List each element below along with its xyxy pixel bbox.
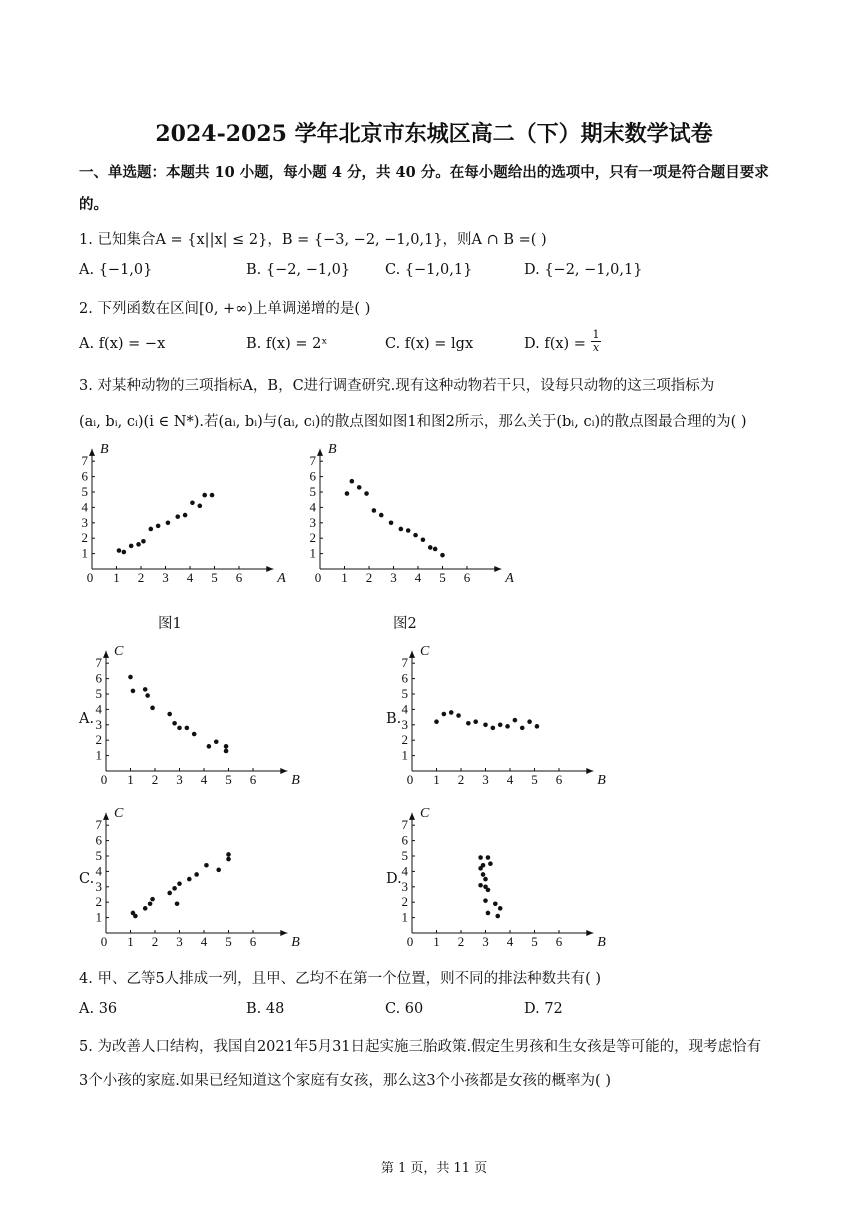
y-tick-label: 2 [401,894,408,910]
fraction-denominator: x [592,341,600,354]
x-tick-label: 4 [200,772,208,787]
data-point [167,712,172,717]
y-tick-label: 1 [81,545,88,561]
section-heading-line2: 的。 [79,196,108,213]
data-point [357,485,362,490]
page-footer: 第 1 页，共 11 页 [380,1161,488,1176]
data-point [175,901,180,906]
y-axis-arrow [103,813,109,820]
scatter-option-c [92,805,300,956]
x-tick-label: 3 [176,934,183,949]
x-tick-label: 1 [341,570,348,585]
data-point [198,504,203,509]
question-5-line2: 3个小孩的家庭.如果已经知道这个家庭有女孩，那么这3个小孩都是女孩的概率为( ) [79,1073,611,1089]
x-tick-label: 5 [225,934,232,949]
y-axis-label: B [328,441,337,457]
data-point [379,513,384,518]
scatter-option-b [398,644,608,794]
data-point [136,542,141,547]
data-point [216,868,221,873]
y-axis-label: C [114,805,124,821]
data-point [204,863,209,868]
data-point [141,539,146,544]
y-tick-label: 2 [401,732,408,748]
data-point [433,547,438,552]
data-point [535,724,540,729]
x-tick-label: 4 [414,570,422,585]
data-point [520,726,525,731]
data-point [167,891,172,896]
data-point [483,723,488,728]
x-tick-label: 0 [86,570,94,585]
y-tick-label: 6 [309,468,316,484]
x-axis-label: B [597,935,606,950]
y-tick-label: 7 [401,817,408,833]
data-point [493,901,498,906]
data-point [486,888,491,893]
data-point [210,493,215,498]
data-point [192,732,197,737]
x-tick-label: 5 [439,570,446,585]
x-axis-arrow [280,930,287,936]
question-2-stem: 2. 下列函数在区间[0, +∞)上单调递增的是( ) [79,301,371,317]
y-axis-arrow [317,449,323,456]
data-point [150,706,155,711]
data-point [143,687,148,692]
x-tick-label: 2 [151,934,159,949]
data-point [143,906,148,911]
x-tick-label: 3 [390,570,397,585]
data-point [156,524,161,529]
data-point [175,514,180,519]
y-axis-label: C [114,643,124,659]
x-axis-label: B [291,773,300,788]
question-2-option-b: B. f(x) = 2ˣ [246,336,328,352]
x-tick-label: 0 [406,772,414,787]
x-tick-label: 6 [555,772,563,787]
scatter-figure-2 [306,442,516,592]
data-point [389,521,394,526]
x-tick-label: 4 [186,570,194,585]
x-axis-arrow [266,566,273,572]
data-point [498,906,503,911]
data-point [150,897,155,902]
data-point [498,723,503,728]
x-tick-label: 0 [406,934,414,949]
x-tick-label: 1 [113,570,120,585]
scatter-option-a [92,643,300,794]
x-axis-label: A [277,571,286,586]
x-tick-label: 3 [482,772,489,787]
y-tick-label: 5 [309,484,316,499]
question-3-line1: 3. 对某种动物的三项指标A，B，C进行调查研究.现有这种动物若干只，设每只动物的这三项指标为 [79,378,715,394]
question-2-option-d-fraction [591,329,601,354]
data-point [486,911,491,916]
data-point [166,521,171,526]
y-tick-label: 1 [95,747,102,763]
y-tick-label: 1 [401,747,408,763]
data-point [131,689,136,694]
data-point [207,744,212,749]
y-tick-label: 1 [95,909,102,925]
y-tick-label: 6 [401,670,408,686]
y-tick-label: 1 [309,545,316,561]
data-point [434,719,439,724]
data-point [122,550,127,555]
data-point [478,883,483,888]
option-c-label: C. [79,871,95,887]
x-tick-label: 2 [457,772,465,787]
x-axis-arrow [280,768,287,774]
x-tick-label: 0 [100,772,108,787]
figure-1-caption: 图1 [158,616,182,632]
data-point [372,508,377,513]
option-a-label: A. [79,711,95,727]
y-tick-label: 2 [95,732,102,748]
data-point [483,898,488,903]
data-point [364,491,369,496]
data-point [486,855,491,860]
data-point [505,724,510,729]
x-tick-label: 1 [127,934,134,949]
y-tick-label: 3 [81,514,88,530]
data-point [478,866,483,871]
data-point [481,872,486,877]
y-tick-label: 3 [401,716,408,732]
data-point [133,914,138,919]
data-point [488,861,493,866]
data-point [495,914,500,919]
data-point [527,719,532,724]
x-axis-label: B [597,773,606,788]
x-tick-label: 6 [463,570,471,585]
y-axis-arrow [409,651,415,658]
y-tick-label: 5 [401,848,408,863]
y-tick-label: 5 [401,686,408,701]
data-point [190,500,195,505]
y-tick-label: 4 [81,499,88,515]
data-point [513,718,518,723]
x-axis-arrow [586,930,593,936]
y-tick-label: 3 [95,716,102,732]
question-4-option-c: C. 60 [385,1001,424,1017]
data-point [183,513,188,518]
y-tick-label: 4 [401,701,408,717]
x-tick-label: 6 [249,772,257,787]
data-point [442,712,447,717]
x-tick-label: 1 [127,772,134,787]
y-tick-label: 7 [401,655,408,671]
y-tick-label: 7 [95,817,102,833]
data-point [224,749,229,754]
data-point [478,855,483,860]
data-point [428,545,433,550]
x-tick-label: 2 [151,772,159,787]
x-tick-label: 0 [314,570,322,585]
x-tick-label: 3 [176,772,183,787]
y-axis-arrow [89,449,95,456]
x-tick-label: 5 [211,570,218,585]
y-tick-label: 4 [401,863,408,879]
x-tick-label: 2 [457,934,465,949]
y-tick-label: 4 [95,863,102,879]
x-tick-label: 1 [433,772,440,787]
x-tick-label: 4 [200,934,208,949]
x-tick-label: 5 [225,772,232,787]
x-axis-arrow [586,768,593,774]
y-axis-label: C [420,643,430,659]
option-d-label: D. [386,871,402,887]
question-2-option-c: C. f(x) = lgx [385,336,474,352]
y-tick-label: 4 [309,499,316,515]
y-tick-label: 2 [309,530,316,546]
x-tick-label: 5 [531,934,538,949]
y-tick-label: 6 [95,670,102,686]
y-tick-label: 7 [309,453,316,469]
question-4-option-b: B. 48 [246,1001,285,1017]
data-point [145,693,150,698]
data-point [149,527,154,532]
y-tick-label: 6 [81,468,88,484]
x-axis-arrow [494,566,501,572]
y-tick-label: 2 [95,894,102,910]
data-point [224,744,229,749]
data-point [129,544,134,549]
data-point [466,721,471,726]
x-tick-label: 6 [235,570,243,585]
data-point [491,726,496,731]
data-point [148,901,153,906]
y-tick-label: 6 [401,832,408,848]
data-point [177,726,182,731]
data-point [350,479,355,484]
data-point [406,528,411,533]
y-tick-label: 3 [95,878,102,894]
data-point [177,881,182,886]
question-4-option-d: D. 72 [524,1001,563,1017]
y-tick-label: 4 [95,701,102,717]
question-1-option-b: B. {−2, −1,0} [246,262,351,278]
x-tick-label: 6 [555,934,563,949]
scatter-option-d [398,806,608,956]
data-point [449,710,454,715]
data-point [214,739,219,744]
data-point [202,493,207,498]
y-tick-label: 3 [401,878,408,894]
x-tick-label: 2 [365,570,373,585]
data-point [473,719,478,724]
x-tick-label: 3 [482,934,489,949]
y-axis-arrow [103,651,109,658]
data-point [399,527,404,532]
data-point [172,721,177,726]
question-2-option-a: A. f(x) = −x [79,336,166,352]
question-1-option-a: A. {−1,0} [79,262,153,278]
x-tick-label: 4 [506,934,514,949]
x-tick-label: 5 [531,772,538,787]
x-tick-label: 3 [162,570,169,585]
question-1-stem: 1. 已知集合A = {x||x| ≤ 2}，B = {−3, −2, −1,0,1}，则A ∩ B =( ) [79,232,547,248]
question-5-line1: 5. 为改善人口结构，我国自2021年5月31日起实施三胎政策.假定生男孩和生女孩是等可能的，现考虑恰有 [79,1039,762,1055]
x-axis-label: B [291,935,300,950]
y-axis-arrow [409,813,415,820]
data-point [226,852,231,857]
figure-2-caption: 图2 [393,616,417,632]
question-2-option-d: D. f(x) = [524,336,586,352]
y-tick-label: 5 [95,686,102,701]
data-point [483,877,488,882]
question-4-stem: 4. 甲、乙等5人排成一列，且甲、乙均不在第一个位置，则不同的排法种数共有( ) [79,971,602,987]
data-point [185,726,190,731]
question-3-line2: (aᵢ, bᵢ, cᵢ)(i ∈ N*).若(aᵢ, bᵢ)与(aᵢ, cᵢ)的散点图如图1和图2所示，那么关于(bᵢ, cᵢ)的散点图最合理的为( ) [79,414,747,430]
x-axis-label: A [505,571,514,586]
data-point [194,872,199,877]
y-axis-label: C [420,805,430,821]
data-point [187,877,192,882]
section-heading-line1: 一、单选题：本题共 10 小题，每小题 4 分，共 40 分。在每小题给出的选项中，只有一项是符合题目要求 [79,164,769,181]
y-tick-label: 6 [95,832,102,848]
question-1-option-d: D. {−2, −1,0,1} [524,262,643,278]
data-point [421,537,426,542]
fraction-numerator: 1 [592,328,600,341]
page-title: 2024-2025 学年北京市东城区高二（下）期末数学试卷 [155,121,713,147]
data-point [226,857,231,862]
data-point [456,713,461,718]
data-point [440,553,445,558]
question-1-option-c: C. {−1,0,1} [385,262,473,278]
data-point [413,533,418,538]
x-tick-label: 0 [100,934,108,949]
scatter-figure-1 [78,441,286,592]
option-b-label: B. [386,711,402,727]
y-tick-label: 2 [81,530,88,546]
y-tick-label: 7 [81,453,88,469]
data-point [128,675,133,680]
x-tick-label: 2 [137,570,145,585]
data-point [117,548,122,553]
data-point [172,886,177,891]
y-tick-label: 3 [309,514,316,530]
y-tick-label: 7 [95,655,102,671]
y-tick-label: 1 [401,909,408,925]
x-tick-label: 6 [249,934,257,949]
y-axis-label: B [100,441,109,457]
data-point [345,491,350,496]
y-tick-label: 5 [81,484,88,499]
x-tick-label: 1 [433,934,440,949]
y-tick-label: 5 [95,848,102,863]
question-4-option-a: A. 36 [79,1001,118,1017]
x-tick-label: 4 [506,772,514,787]
